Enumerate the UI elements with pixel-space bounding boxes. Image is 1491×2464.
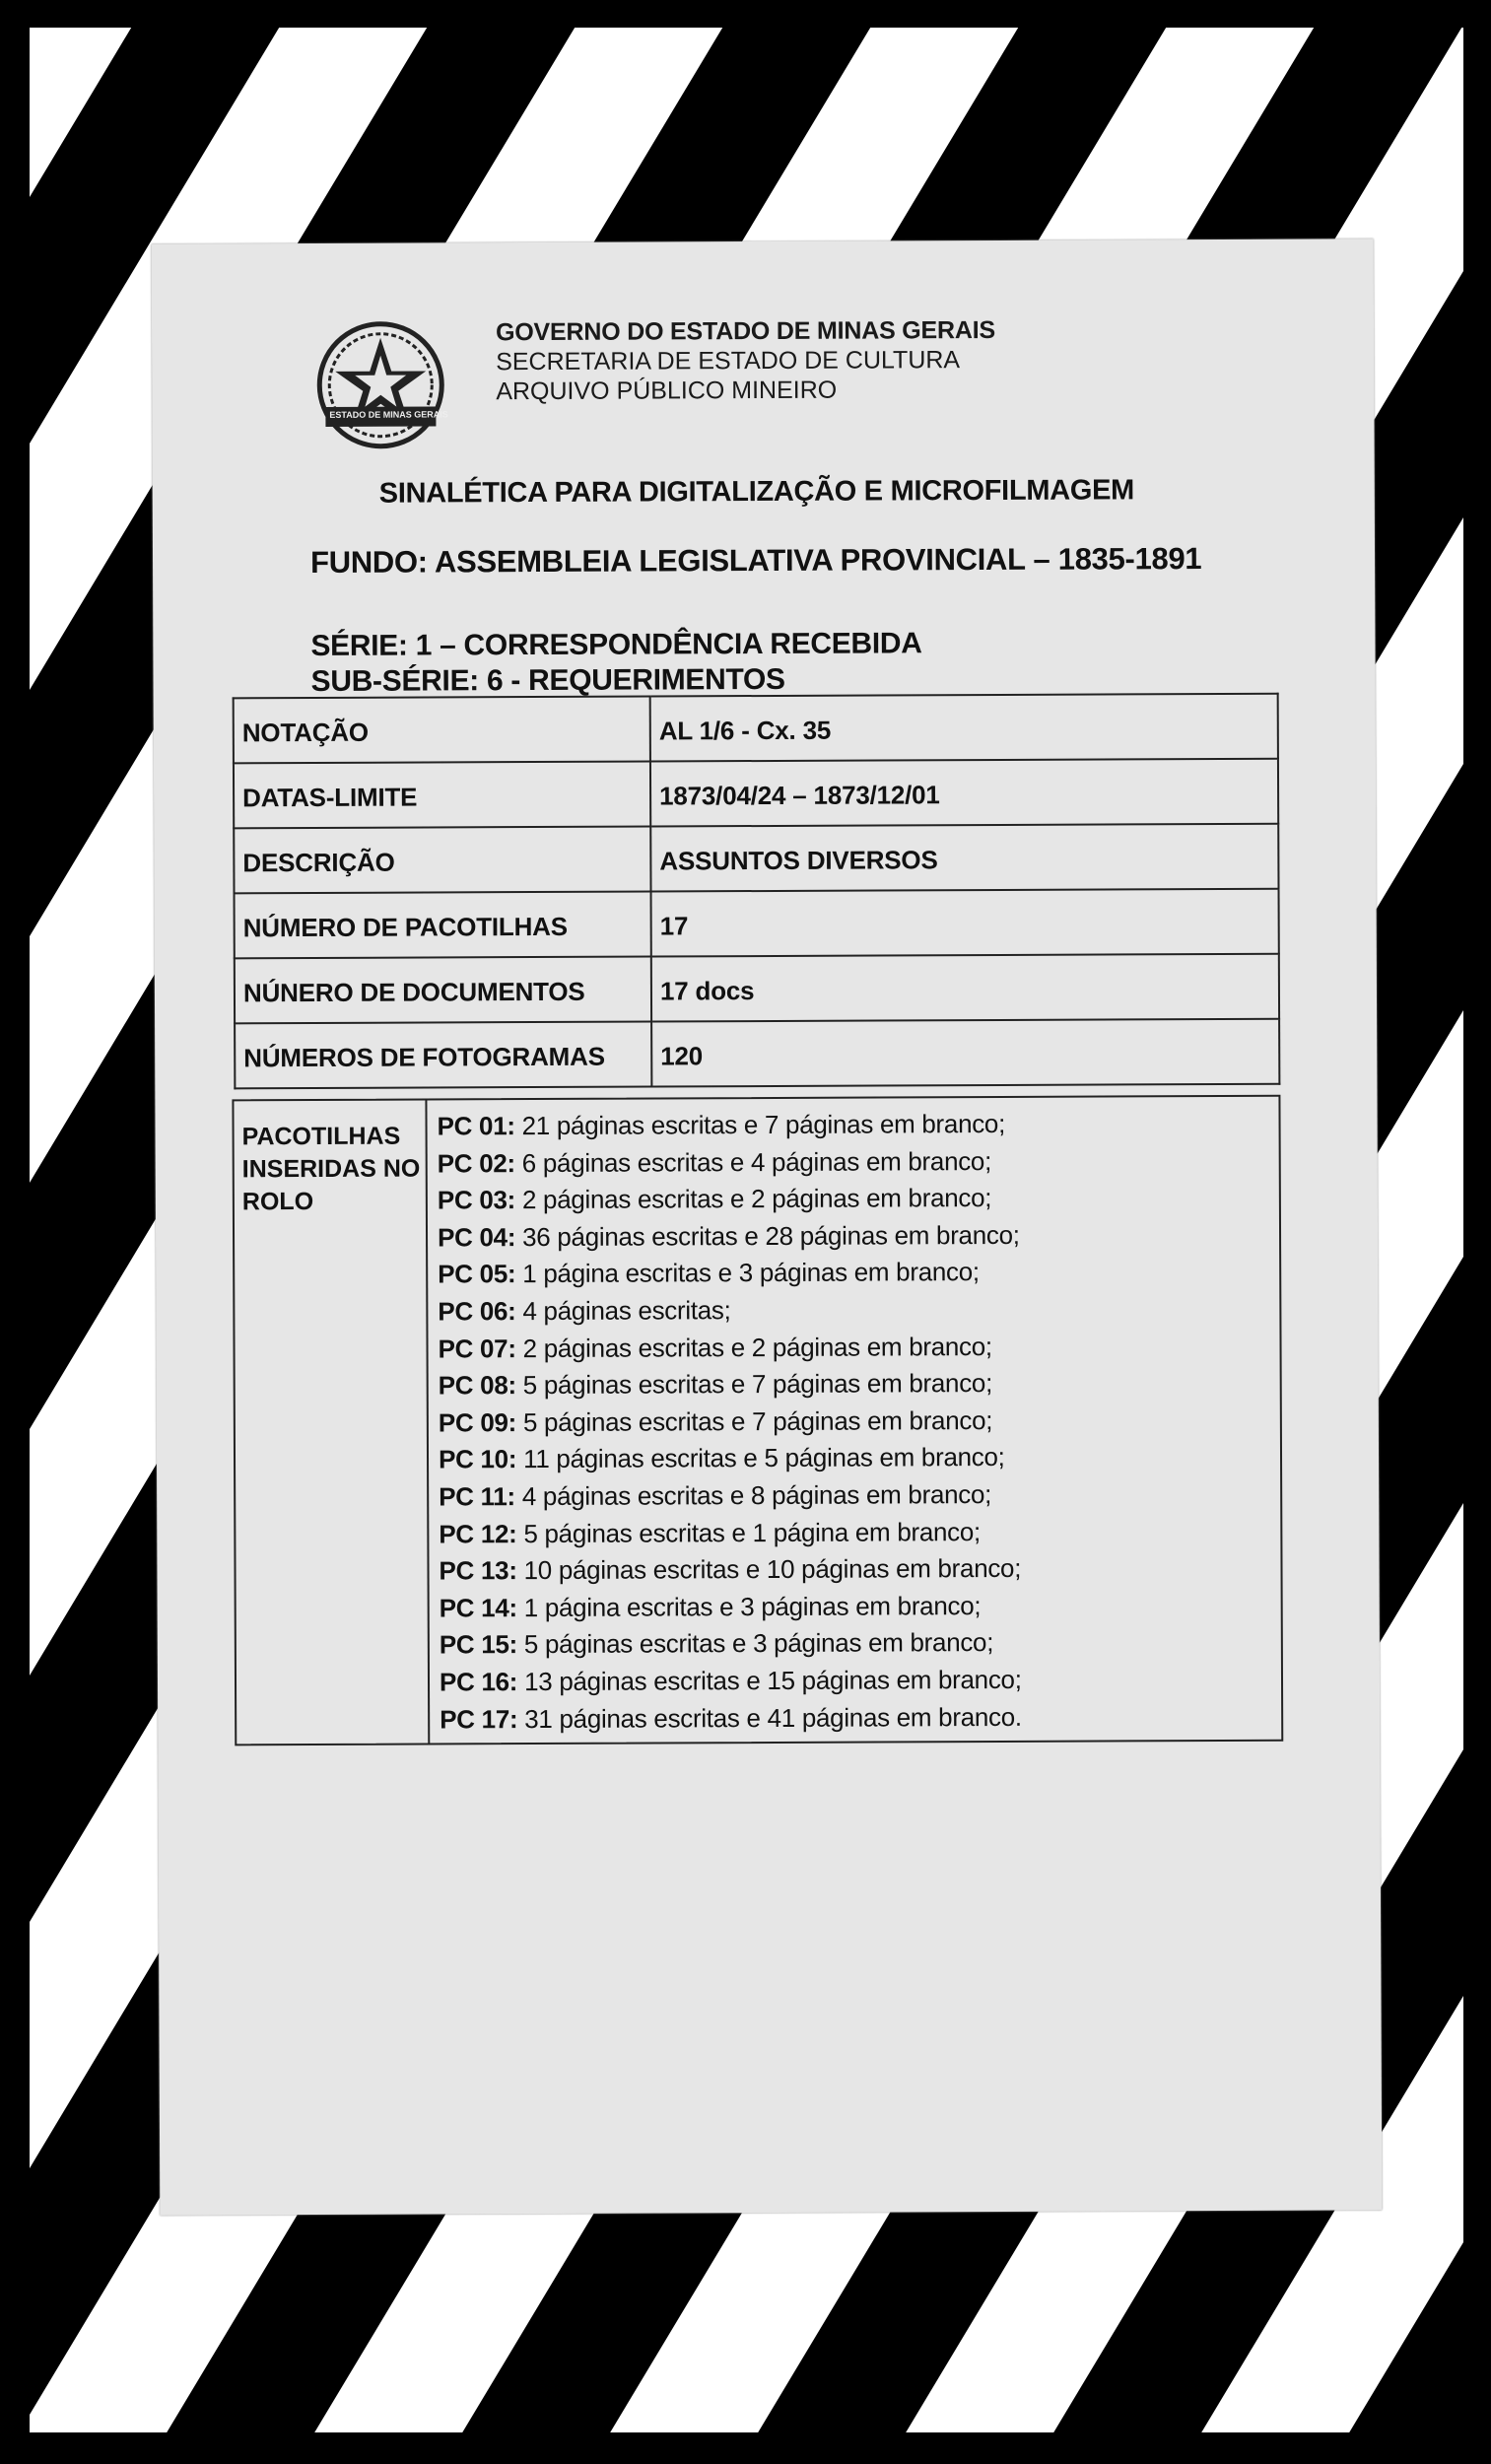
pc-text: 4 páginas escritas; [515,1295,731,1327]
serie-heading: SÉRIE: 1 – CORRESPONDÊNCIA RECEBIDA [310,627,922,663]
list-item [440,1624,1022,1664]
list-item [437,1106,1019,1145]
pc-text: 2 páginas escritas e 2 páginas em branco; [514,1183,992,1215]
list-item [439,1476,1021,1516]
pc-text: 11 páginas escritas e 5 páginas em branco; [516,1442,1005,1474]
pacotilhas-list [427,1098,1021,1744]
pc-text: 1 página escritas e 3 páginas em branco; [516,1590,982,1622]
subserie-heading: SUB-SÉRIE: 6 - REQUERIMENTOS [310,662,785,699]
table-key: NÚNERO DE DOCUMENTOS [235,957,651,1024]
list-item [440,1698,1022,1738]
pc-text: 1 página escritas e 3 páginas em branco; [515,1257,980,1289]
list-item [438,1291,1020,1331]
pc-text: 6 páginas escritas e 4 páginas em branco; [514,1145,992,1178]
pc-code: PC 17: [440,1703,518,1734]
list-item [440,1588,1022,1627]
seal-text: ESTADO DE MINAS GERAIS [329,409,448,420]
pc-code: PC 02: [437,1147,515,1179]
list-item [438,1217,1020,1257]
pc-code: PC 13: [439,1555,517,1586]
pc-text: 36 páginas escritas e 28 páginas em branco; [515,1219,1020,1252]
list-item [438,1328,1020,1367]
pc-code: PC 09: [438,1406,517,1438]
pc-text: 5 páginas escritas e 1 página em branco; [516,1516,981,1548]
table-row [234,694,1278,764]
pacotilhas-label-line: ROLO [241,1188,314,1216]
pc-code: PC 01: [437,1111,515,1141]
institution-header [496,315,995,406]
list-item [438,1254,1020,1293]
pc-text: 21 páginas escritas e 7 páginas em branco; [514,1108,1006,1141]
table-value: 17 docs [651,954,1279,1022]
pc-code: PC 06: [438,1296,516,1327]
pacotilhas-box [232,1095,1283,1746]
pc-text: 5 páginas escritas e 3 páginas em branco; [516,1627,994,1660]
org-line-archive: ARQUIVO PÚBLICO MINEIRO [496,376,838,406]
pc-code: PC 15: [439,1629,518,1660]
target-card [152,239,1383,2215]
table-value: AL 1/6 - Cx. 35 [650,694,1278,762]
table-key: DESCRIÇÃO [234,827,650,894]
pc-code: PC 11: [439,1481,515,1512]
list-item [438,1180,1020,1219]
pc-text: 31 páginas escritas e 41 páginas em branco. [517,1701,1022,1734]
pc-code: PC 10: [438,1444,517,1474]
table-key: NÚMEROS DE FOTOGRAMAS [235,1022,651,1089]
coat-of-arms-icon [315,319,446,450]
pc-code: PC 05: [438,1259,516,1289]
list-item [439,1513,1021,1552]
table-row [234,824,1278,894]
list-item [438,1142,1020,1182]
pc-code: PC 12: [439,1518,517,1548]
list-item [439,1365,1021,1404]
pc-code: PC 07: [438,1333,516,1364]
table-key: NOTAÇÃO [234,697,650,764]
table-value: 1873/04/24 – 1873/12/01 [650,759,1278,827]
pc-text: 4 páginas escritas e 8 páginas em branco; [514,1478,992,1512]
list-item [439,1550,1021,1590]
table-key: NÚMERO DE PACOTILHAS [235,892,651,959]
pacotilhas-label-line: PACOTILHAS [241,1122,401,1151]
list-item [439,1403,1021,1442]
table-value: 17 [651,889,1279,957]
pc-text: 13 páginas escritas e 15 páginas em branco; [517,1664,1022,1697]
org-line-government: GOVERNO DO ESTADO DE MINAS GERAIS [495,315,995,347]
pc-text: 2 páginas escritas e 2 páginas em branco; [515,1331,992,1363]
table-row [235,1019,1279,1089]
table-value: ASSUNTOS DIVERSOS [650,824,1278,892]
pc-code: PC 16: [439,1667,518,1697]
pc-text: 5 páginas escritas e 7 páginas em branco; [515,1404,993,1437]
list-item [440,1662,1022,1701]
table-value: 120 [651,1019,1279,1087]
table-key: DATAS-LIMITE [234,762,650,829]
pc-code: PC 08: [438,1370,516,1401]
pacotilhas-label [234,1101,430,1745]
pc-code: PC 14: [439,1592,517,1623]
fundo-heading: FUNDO: ASSEMBLEIA LEGISLATIVA PROVINCIAL – 1835-1891 [309,541,1202,581]
table-row [235,889,1279,959]
org-line-secretariat: SECRETARIA DE ESTADO DE CULTURA [496,346,961,376]
pc-code: PC 03: [437,1185,516,1215]
document-title: SINALÉTICA PARA DIGITALIZAÇÃO E MICROFILMAGEM [378,474,1135,510]
pc-code: PC 04: [437,1221,516,1253]
metadata-table [233,693,1281,1090]
pc-text: 10 páginas escritas e 10 páginas em branco; [516,1553,1022,1586]
pc-text: 5 páginas escritas e 7 páginas em branco; [515,1368,993,1401]
pacotilhas-label-line: INSERIDAS NO [241,1154,421,1184]
table-row [235,954,1279,1024]
table-row [234,759,1278,829]
list-item [439,1439,1021,1478]
